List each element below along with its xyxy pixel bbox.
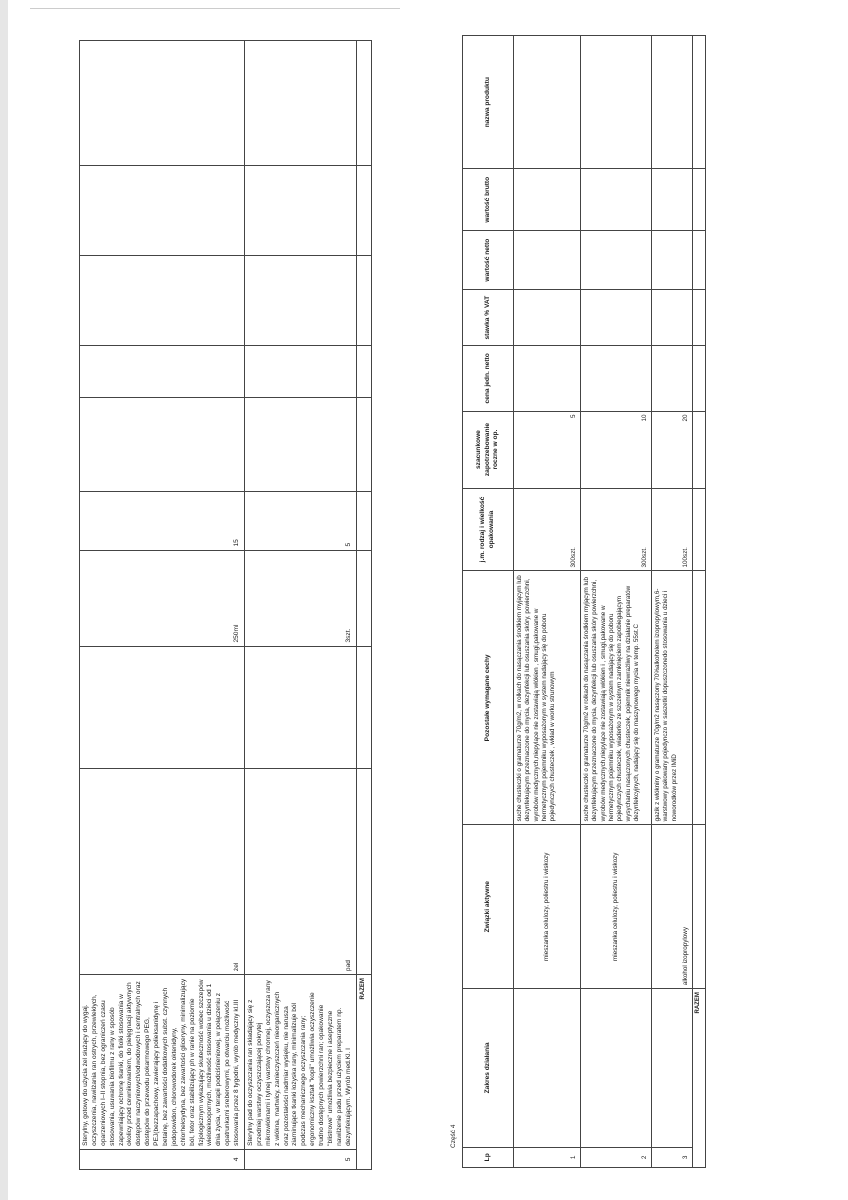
cell-lp: 1: [514, 1147, 581, 1167]
cell-empty: [693, 571, 706, 825]
cell-zakres: [514, 989, 581, 1147]
cell-empty: [693, 825, 706, 989]
cell-vat: [514, 290, 581, 346]
header-nazwa: nazwa produktu: [463, 36, 514, 169]
cell-qty: 20: [652, 411, 693, 488]
table-header-row: [463, 36, 514, 1168]
header-netto: wartość netto: [463, 231, 514, 290]
cell-empty: [356, 768, 371, 974]
cell-lp: 4: [80, 1149, 245, 1169]
cell-nazwa: [80, 41, 245, 166]
cell-empty: [693, 36, 706, 169]
cell-netto: [581, 231, 652, 290]
cell-qty: 5: [514, 411, 581, 488]
section-caption: Część 4: [450, 1124, 457, 1148]
cell-empty: [693, 488, 706, 571]
header-qty: szacunkowe zapotrzebowanie roczne w op.: [463, 411, 514, 488]
cell-zakres: [581, 989, 652, 1147]
cell-cena: [514, 346, 581, 411]
cell-vat: [80, 346, 245, 397]
cell-jm: 100szt.: [652, 488, 693, 571]
cell-empty: [356, 41, 371, 166]
cell-pozostale: [80, 646, 245, 768]
cell-empty: [356, 492, 371, 550]
cell-jm: 300szt.: [581, 488, 652, 571]
cell-lp: 5: [245, 1149, 357, 1169]
cell-pozostale: gazik z włókniny o gramaturze 70g/m2 nasączony 70%alkoholem izopropylowym,6-warstwowy pakowany pojedynczo w saszetki dopuszczonedo stosowania u dzieci i noworodków przez IMiD: [652, 571, 693, 825]
cell-zakres: [652, 989, 693, 1147]
cell-nazwa: [245, 41, 357, 166]
header-cena: cena jedn. netto: [463, 346, 514, 411]
cell-zwiazki: mieszanka celulozy, poliestru i wiskozy: [581, 825, 652, 989]
cell-netto: [80, 256, 245, 346]
cell-empty: [356, 646, 371, 768]
cell-lp: 2: [581, 1147, 652, 1167]
table-row-sum: [693, 36, 706, 1168]
table-row: [514, 36, 581, 1168]
header-brutto: wartość brutto: [463, 169, 514, 231]
cell-brutto: [80, 166, 245, 256]
cell-jm: 250ml: [80, 550, 245, 646]
cell-vat: [652, 290, 693, 346]
cell-nazwa: [652, 36, 693, 169]
cell-empty: [693, 346, 706, 411]
cell-netto: [514, 231, 581, 290]
cell-cena: [581, 346, 652, 411]
cell-zakres: Sterylny, gotowy do użycia żel służący do wygaj. oczyszczenia, nawilżania ran ostrych, przewlekłych, oparzeniowych I–II stopnia, bez ograniczeń czasu stosowania, usuwania biofilmu z rany w sposób zapewniający ochronę tkanki, do fiolki stosowania w okolicy przed cewnikowaniem, do pielęgnacji aktywnych dostępów naczyniowych/odwodowych i centralnych oraz dostępów do przewodu pokarmowego PEG, PEJ(bezzapachowy, zawierający polieksanidynę i betainę, bez zawartości dodatkowych subst. czynnych jodopowidon, chlorowodorek oktenidyny, chlorheksydyna, bez zawartości gliceryny, minimalizujący ból, fetor oraz stabilizujący ph w ranie na poziomie fizjologicznym wykazujący skuteczność wobec szczepów wielolekoopornych, możliwość stosowania u dzieci od 1 dnia życia, w terapii podciśnieniowej, w połączeniu z opatrunkami sreberowymi, po otwarciu możliwość stosowania przez 8 tygodni, wyrób medyczny kl.III: [80, 975, 245, 1150]
cell-empty: [693, 169, 706, 231]
table-part-3: [79, 40, 372, 1170]
cell-empty: [356, 256, 371, 346]
cell-brutto: [245, 166, 357, 256]
cell-cena: [245, 397, 357, 492]
cell-jm: 300szt.: [514, 488, 581, 571]
cell-brutto: [652, 169, 693, 231]
razem-label: RAZEM: [356, 975, 371, 1170]
razem-label: RAZEM: [693, 989, 706, 1168]
cell-lp: 3: [652, 1147, 693, 1167]
cell-qty: 15: [80, 492, 245, 550]
cell-empty: [356, 166, 371, 256]
header-lp: Lp: [463, 1147, 514, 1167]
cell-vat: [245, 346, 357, 397]
header-zakres: Zakres działania: [463, 989, 514, 1147]
cell-qty: 10: [581, 411, 652, 488]
scan-edge: [0, 0, 8, 1200]
table-row: [245, 41, 357, 1170]
cell-netto: [245, 256, 357, 346]
cell-vat: [581, 290, 652, 346]
cell-cena: [80, 397, 245, 492]
cell-brutto: [581, 169, 652, 231]
cell-netto: [652, 231, 693, 290]
cell-empty: [356, 346, 371, 397]
cell-pozostale: suche chusteczki o gramaturze 70g/m2, w rolkach do nasączania środkiem myjącym lub dezynfekującym przeznaczone do mycia, dezynfekcji lub osuszania skóry, powierzchni, wyrobów medycznych,niepylące nie zostawiają włókien , smugi,pakowane w hermetycznym pojemniku wyposażonym w system nadający się do poboru pojedynczych chusteczek , wkład w worku strunowym: [514, 571, 581, 825]
header-vat: stawka % VAT: [463, 290, 514, 346]
cell-cena: [652, 346, 693, 411]
top-rule: [30, 8, 400, 9]
table-part-4: [462, 35, 706, 1168]
cell-zakres: Sterylny pad do oczyszczania ran składający się z przedniej warstwy oczyszczającej pokrytej mikrowłóknami i tylnej warstwy chronnej, oczyszcza rany z włókna, martwicy, zanieczyszczeń nieorganicznych oraz pozostałości nadmiar wysięku, nie narusza ziarninujące tkanki łożyska rany, minimalizuje ból podczas mechanicznego oczyszczania rany; ergonomiczny kształt "kopii" umożliwia oczyszczenie trudno dostępnych powierzchni ran; opakowanie "blistrowe" umożliwia bezpieczne i aseptyczne nawilżenie padu przed użyciem preparatem np. dezynfekującym. Wyrób med.Kl. I: [245, 975, 357, 1150]
header-jm: j.m. rodzaj i wielkość opakowania: [463, 488, 514, 571]
cell-pozostale: suche chusteczki o gramaturze 70g/m2 w rolkach do nasączania środkiem myjącym lub dezynfekującym przeznaczone do mycia, dezynfekcji lub osuszania skóry powierzchni, wyrobów medycznych,niepylące nie zostawiają włókien i , smugi,pakowane w hermetycznym pojemniku wyposażonym w system nadający się do poboru pojedynczych chusteczek, wiaderko ze szczelnym zamknięciem zapobiegającym wysychaniu nasączonych chusteczek, pojemnik niewrażliwy na działanie preparatów dezynfekcyjnych, nadający się do maszynowego mycia w temp. 55st.C: [581, 571, 652, 825]
table-row: [652, 36, 693, 1168]
table-row: [581, 36, 652, 1168]
cell-jm: 3szt.: [245, 550, 357, 646]
cell-qty: 5: [245, 492, 357, 550]
cell-nazwa: [514, 36, 581, 169]
cell-nazwa: [581, 36, 652, 169]
cell-empty: [693, 290, 706, 346]
cell-zwiazki: mieszanka celulozy, poliestru i wiskozy: [514, 825, 581, 989]
cell-forma: pad: [245, 768, 357, 974]
header-pozostale: Pozostałe wymagane cechy: [463, 571, 514, 825]
table-row: [80, 41, 245, 1170]
cell-empty: [356, 550, 371, 646]
cell-brutto: [514, 169, 581, 231]
cell-pozostale: [245, 646, 357, 768]
cell-empty: [356, 397, 371, 492]
cell-empty: [693, 411, 706, 488]
cell-forma: żel: [80, 768, 245, 974]
cell-empty: [693, 231, 706, 290]
table-row-sum: [356, 41, 371, 1170]
cell-zwiazki: alkohol izopropylowy: [652, 825, 693, 989]
header-zwiazki: Związki aktywne: [463, 825, 514, 989]
